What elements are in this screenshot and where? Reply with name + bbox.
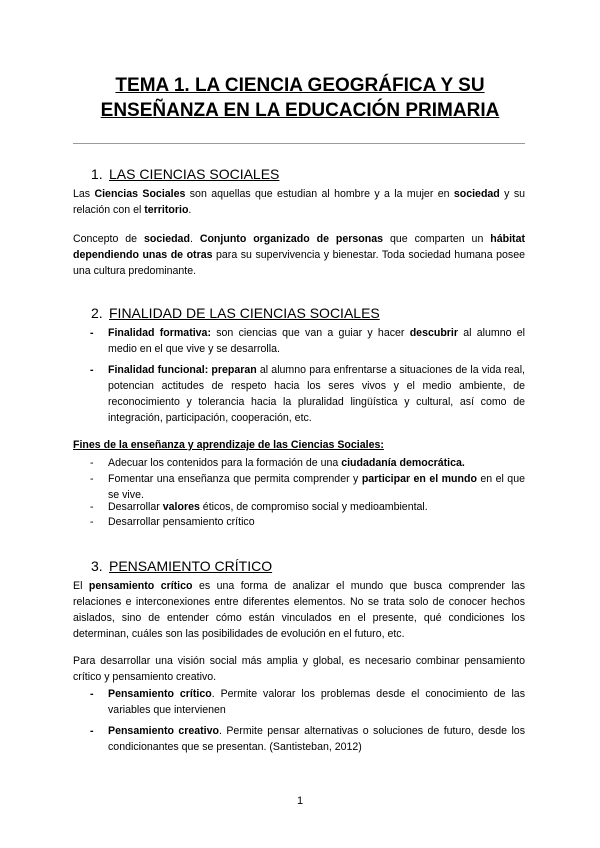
fines-subheading: Fines de la enseñanza y aprendizaje de las Ciencias Sociales: [73,439,384,451]
bold-run: Conjunto organizado de personas [199,233,384,245]
bold-run: hábitat dependiendo unas de otras [73,233,525,261]
list-item-finalidad-funcional [90,362,525,426]
page-title [60,73,540,123]
paragraph-pensamiento-critico [73,578,525,642]
text-run: son ciencias que van a guiar y hacer [210,327,410,339]
bullet-dash: - [90,473,94,485]
text-run: al alumno para enfrentarse a situaciones de la vida real, potencian actitudes de respeto hacia los seres vivos y el medio ambiente, de reconocimiento y tolerancia hacia la pluralidad lingüística y cultural, así como de integración, participación, cooperación, etc. [108,364,525,424]
bold-run: Ciencias Sociales [94,188,186,200]
bullet-dash: - [90,364,94,376]
section-heading-3 [91,557,272,575]
list-item-fin-4 [90,514,525,530]
text-run: que comparten un [383,233,491,245]
page-number: 1 [296,795,304,807]
title-divider [73,143,525,144]
text-run: . [188,204,192,216]
paragraph-vision-social: Para desarrollar una visión social más amplia y global, es necesario combinar pensamiento crítico y pensamiento creativo. [73,655,525,683]
bullet-dash: - [90,725,94,737]
text-run: . Permite valorar los problemas desde el conocimiento de las variables que intervienen [108,688,525,716]
text-run: es una forma de analizar el mundo que busca comprender las relaciones e interconexiones entre diferentes elementos. No se trata solo de conocer hechos aislados, sino de entender cómo están vinculados en el presente, qué condiciones los determinan, cuáles son las posibilidades de evolución en el futuro, etc. [73,580,525,640]
text-run: Adecuar los contenidos para la formación de una [108,457,342,469]
bold-run: Finalidad formativa: [108,327,211,339]
list-item-finalidad-formativa [90,325,525,357]
text-run: . Permite pensar alternativas o soluciones de futuro, desde los condicionantes que se presentan. (Santisteban, 2012) [108,725,525,753]
bold-run: ciudadanía democrática. [341,457,465,469]
bold-run: pensamiento crítico [88,580,193,592]
text-run: al alumno el medio en el que vive y se desarrolla. [108,327,526,355]
bullet-dash: - [90,327,94,339]
text-run: son aquellas que estudian al hombre y a la mujer en [185,188,454,200]
text-run: en el que se vive. [108,473,525,501]
bold-run: sociedad [453,188,500,200]
bold-run: participar en el mundo [361,473,477,485]
paragraph-sociedad [73,231,525,279]
bold-run: Pensamiento creativo [108,725,219,737]
section-title: PENSAMIENTO CRÍTICO [109,558,273,574]
bold-run: valores [162,501,200,513]
bold-run: Finalidad funcional: preparan [108,364,257,376]
paragraph-ciencias-sociales [73,186,525,218]
section-heading-2 [91,304,380,322]
bold-run: Pensamiento crítico [108,688,212,700]
list-item-pensamiento-creativo [90,723,525,755]
section-title: FINALIDAD DE LAS CIENCIAS SOCIALES [109,305,380,321]
text-run: Fomentar una enseñanza que permita comprender y [108,473,362,485]
title-line-2: ENSEÑANZA EN LA EDUCACIÓN PRIMARIA [100,100,500,121]
list-item-fin-1 [90,455,525,471]
list-item-pensamiento-critico [90,686,525,718]
title-line-1: TEMA 1. LA CIENCIA GEOGRÁFICA Y SU [115,75,485,96]
text-run: El [73,580,89,592]
section-number: 3. [91,558,103,574]
text-run: éticos, de compromiso social y medioambiental. [199,501,428,513]
list-item-fin-3 [90,499,525,515]
section-number: 2. [91,305,103,321]
section-heading-1 [91,165,279,183]
text-run: Concepto de [73,233,144,245]
bold-run: territorio [144,204,189,216]
text-run: Las [73,188,95,200]
bullet-dash: - [90,688,94,700]
text-run: y su relación con el [73,188,526,216]
text-run: Desarrollar pensamiento crítico [108,516,255,528]
bullet-dash: - [90,457,94,469]
bold-run: descubrir [409,327,458,339]
text-run: Desarrollar [108,501,163,513]
section-number: 1. [91,166,103,182]
bullet-dash: - [90,501,94,513]
bold-run: sociedad [144,233,190,245]
section-title: LAS CIENCIAS SOCIALES [109,166,280,182]
text-run: . [189,233,200,245]
text-run: para su supervivencia y bienestar. Toda sociedad humana posee una cultura predominante. [73,249,525,277]
bullet-dash: - [90,516,94,528]
